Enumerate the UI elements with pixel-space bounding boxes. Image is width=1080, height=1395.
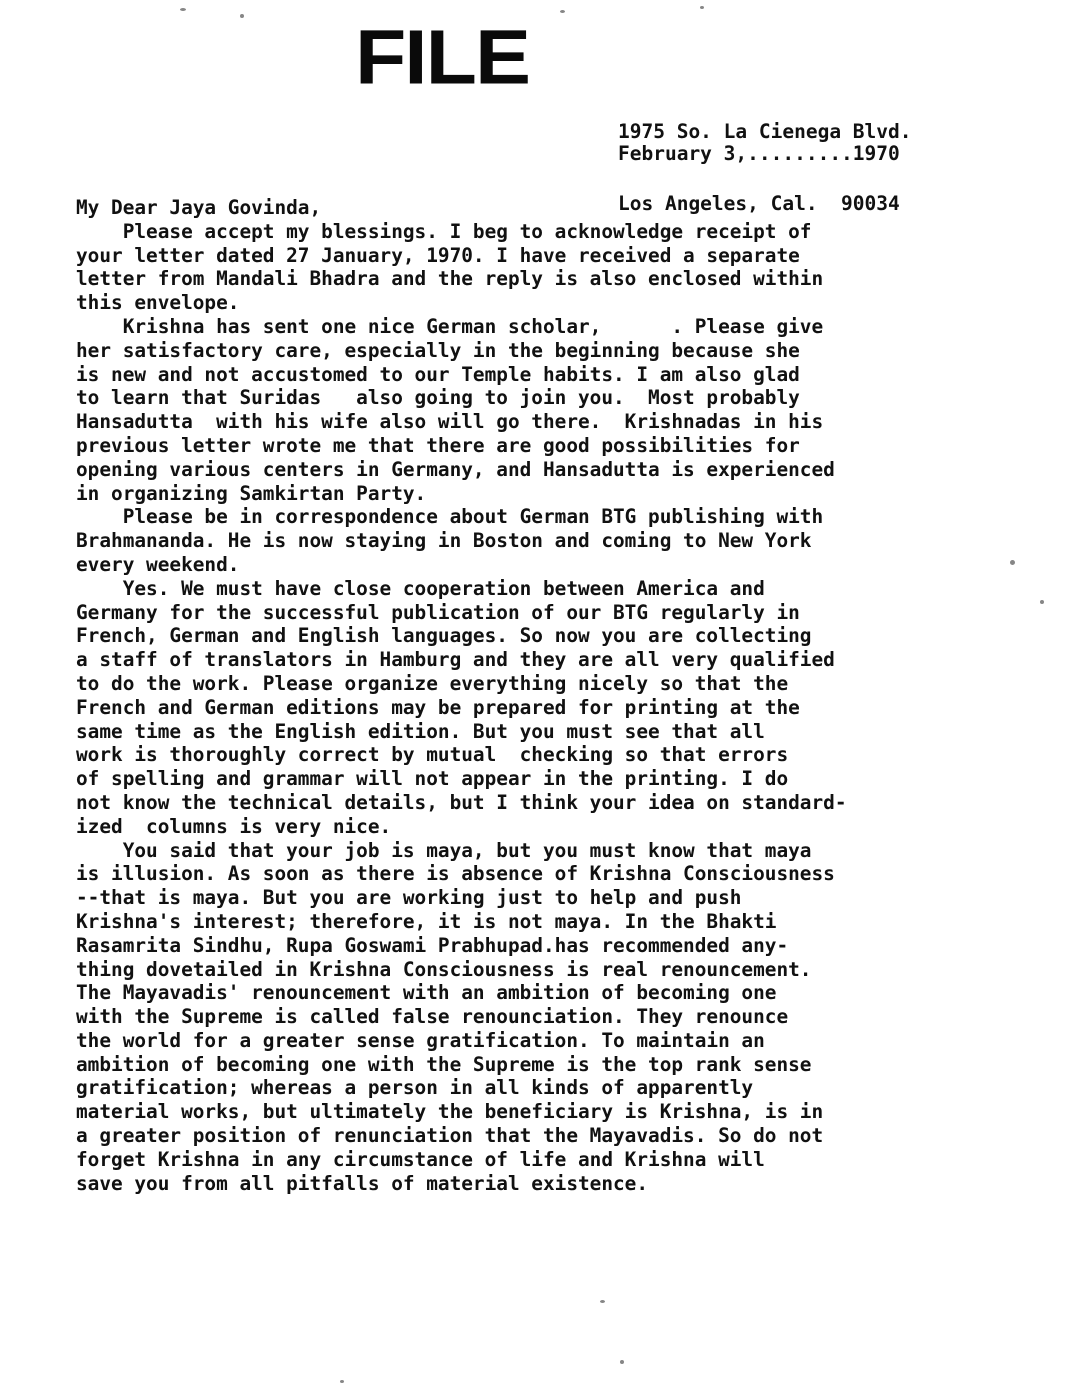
letter-body — [76, 196, 1066, 1195]
body-line: Hansadutta with his wife also will go there. Krishnadas in his — [76, 410, 824, 434]
body-line: same time as the English edition. But you must see that all — [76, 719, 765, 743]
body-line: French and German editions may be prepared for printing at the — [76, 695, 800, 719]
body-line: every weekend. — [76, 552, 240, 576]
body-line: gratification; whereas a person in all kinds of apparently — [76, 1076, 754, 1100]
body-line: the world for a greater sense gratification. To maintain an — [76, 1028, 765, 1052]
address-line-1: 1975 So. La Cienega Blvd. — [618, 120, 912, 143]
body-line: of spelling and grammar will not appear in the printing. I do — [76, 767, 789, 791]
body-text — [76, 220, 1066, 1196]
body-line: not know the technical details, but I think your idea on standard- — [76, 790, 847, 814]
body-line: in organizing Samkirtan Party. — [76, 481, 427, 505]
photocopy-speck — [700, 6, 704, 9]
salutation: My Dear Jaya Govinda, — [76, 196, 322, 219]
body-line: your letter dated 27 January, 1970. I have received a separate — [76, 243, 800, 267]
body-line: Brahmananda. He is now staying in Boston and coming to New York — [76, 529, 812, 553]
file-stamp: FILE — [355, 13, 529, 100]
body-line: is new and not accustomed to our Temple habits. I am also glad — [76, 362, 800, 386]
body-line: Yes. We must have close cooperation between America and — [76, 576, 765, 600]
body-line: Krishna has sent one nice German scholar, . Please give — [76, 314, 824, 338]
photocopy-speck — [240, 14, 244, 18]
body-line: Rasamrita Sindhu, Rupa Goswami Prabhupad.has recommended any- — [76, 933, 789, 957]
body-line: save you from all pitfalls of material existence. — [76, 1171, 649, 1195]
body-line: thing dovetailed in Krishna Consciousness is real renouncement. — [76, 957, 812, 981]
body-line: work is thoroughly correct by mutual checking so that errors — [76, 743, 789, 767]
address-line-2: Los Angeles, Cal. 90034 — [618, 192, 900, 215]
body-line: a staff of translators in Hamburg and they are all very qualified — [76, 648, 835, 672]
body-line: with the Supreme is called false renounciation. They renounce — [76, 1005, 789, 1029]
body-line: Krishna's interest; therefore, it is not maya. In the Bhakti — [76, 909, 777, 933]
body-line: material works, but ultimately the beneficiary is Krishna, is in — [76, 1100, 824, 1124]
photocopy-speck — [340, 1380, 344, 1383]
photocopy-speck — [620, 1360, 624, 1364]
body-line: is illusion. As soon as there is absence of Krishna Consciousness — [76, 862, 835, 886]
body-line: previous letter wrote me that there are good possibilities for — [76, 433, 800, 457]
letter-date: February 3,.........1970 — [618, 142, 900, 165]
body-line: ized columns is very nice. — [76, 814, 392, 838]
photocopy-speck — [1010, 560, 1015, 565]
body-line: letter from Mandali Bhadra and the reply is also enclosed within — [76, 267, 824, 291]
photocopy-speck — [180, 8, 186, 11]
body-line: --that is maya. But you are working just to help and push — [76, 886, 742, 910]
photocopy-speck — [1040, 600, 1044, 604]
body-line: Germany for the successful publication of our BTG regularly in — [76, 600, 800, 624]
body-line: opening various centers in Germany, and Hansadutta is experienced — [76, 457, 835, 481]
photocopy-speck — [560, 10, 565, 13]
body-line: to do the work. Please organize everything nicely so that the — [76, 671, 789, 695]
photocopy-speck — [600, 1300, 605, 1303]
body-line: ambition of becoming one with the Supreme is the top rank sense — [76, 1052, 812, 1076]
body-line: this envelope. — [76, 291, 240, 315]
body-line: Please accept my blessings. I beg to acknowledge receipt of — [76, 219, 812, 243]
body-line: The Mayavadis' renouncement with an ambition of becoming one — [76, 981, 777, 1005]
body-line: French, German and English languages. So now you are collecting — [76, 624, 812, 648]
body-line: a greater position of renunciation that the Mayavadis. So do not — [76, 1124, 824, 1148]
body-line: Please be in correspondence about German BTG publishing with — [76, 505, 824, 529]
body-line: to learn that Suridas also going to join you. Most probably — [76, 386, 800, 410]
body-line: her satisfactory care, especially in the beginning because she — [76, 338, 800, 362]
body-line: forget Krishna in any circumstance of life and Krishna will — [76, 1147, 765, 1171]
body-line: You said that your job is maya, but you must know that maya — [76, 838, 812, 862]
